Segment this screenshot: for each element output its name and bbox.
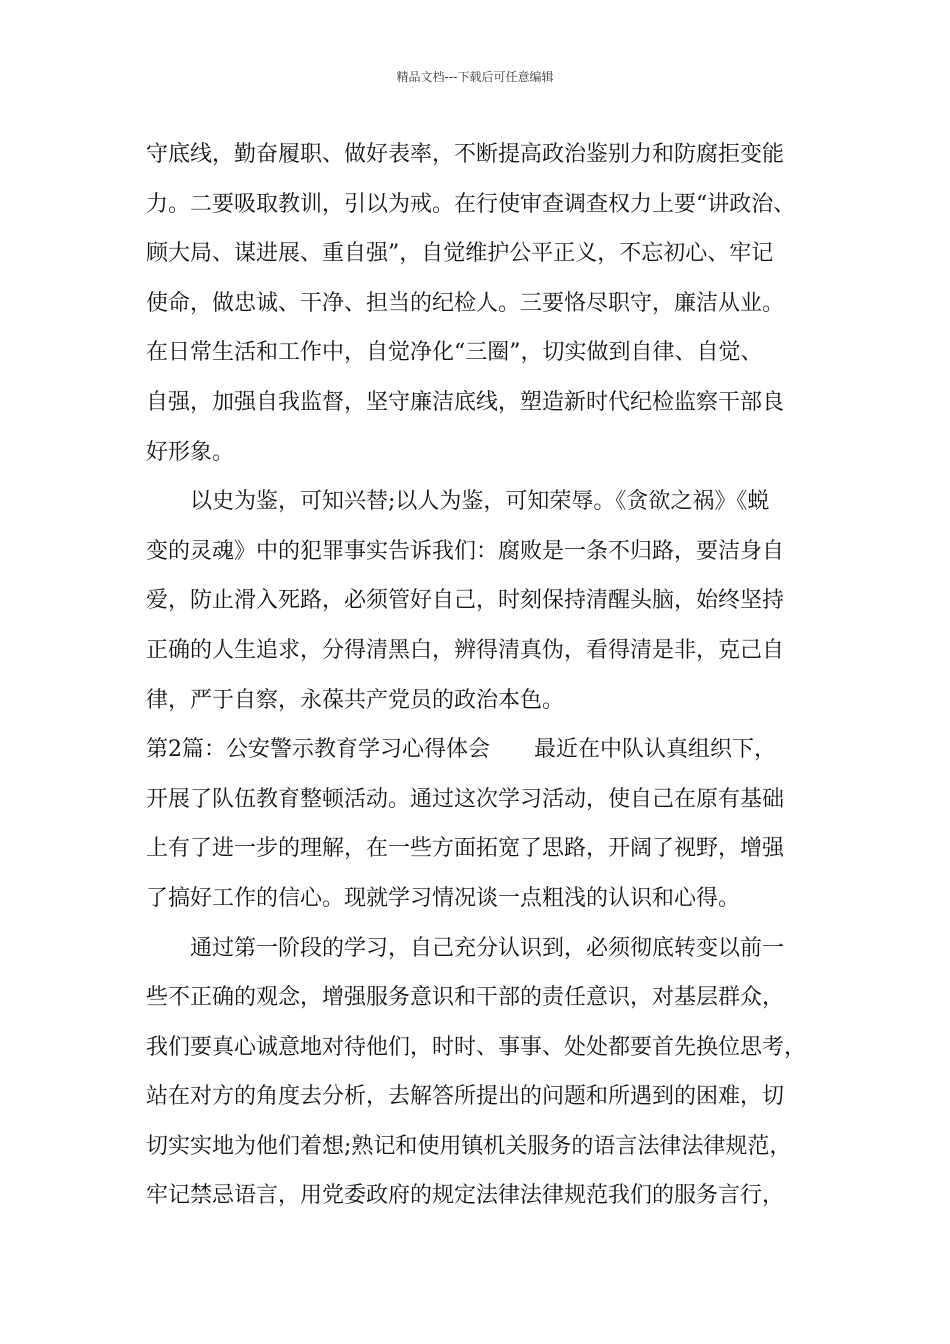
page-header: 精品文档---下载后可任意编辑 (396, 70, 554, 84)
text-line: 力。二要吸取教训，引以为戒。在行使审查调查权力上要“讲政治、 (146, 191, 796, 217)
text-line: 顾大局、谋进展、重自强”，自觉维护公平正义，不忘初心、牢记 (146, 241, 774, 267)
section-heading-continuation: 最近在中队认真组织下， (534, 737, 777, 763)
paragraph-first-line: 以史为鉴，可知兴替;以人为鉴，可知荣辱。《贪欲之祸》《蜕 (190, 489, 770, 515)
text-line: 自强，加强自我监督，坚守廉洁底线，塑造新时代纪检监察干部良 (146, 389, 785, 415)
text-line: 好形象。 (146, 439, 235, 465)
text-line: 了搞好工作的信心。现就学习情况谈一点粗浅的认识和心得。 (146, 885, 741, 911)
paragraph-first-line: 通过第一阶段的学习，自己充分认识到，必须彻底转变以前一 (190, 935, 785, 961)
text-line: 切实实地为他们着想;熟记和使用镇机关服务的语言法律法律规范， (146, 1133, 792, 1159)
text-line: 开展了队伍教育整顿活动。通过这次学习活动，使自己在原有基础 (146, 786, 785, 812)
text-line: 律，严于自察，永葆共产党员的政治本色。 (146, 687, 565, 713)
text-line: 正确的人生追求，分得清黑白，辨得清真伪，看得清是非，克己自 (146, 637, 785, 663)
text-line: 我们要真心诚意地对待他们，时时、事事、处处都要首先换位思考， (146, 1034, 807, 1060)
text-line: 站在对方的角度去分析，去解答所提出的问题和所遇到的困难，切 (146, 1084, 785, 1110)
section-heading-line (146, 725, 826, 775)
section-heading: 第2篇：公安警示教育学习心得体会 (146, 737, 490, 763)
text-line: 牢记禁忌语言，用党委政府的规定法律法律规范我们的服务言行， (146, 1183, 785, 1209)
document-body (146, 130, 826, 1221)
text-line: 上有了进一步的理解，在一些方面拓宽了思路，开阔了视野，增强 (146, 836, 785, 862)
text-line: 些不正确的观念，增强服务意识和干部的责任意识，对基层群众， (146, 985, 785, 1011)
text-line: 爱，防止滑入死路，必须管好自己，时刻保持清醒头脑，始终坚持 (146, 588, 785, 614)
text-line: 变的灵魂》中的犯罪事实告诉我们：腐败是一条不归路，要洁身自 (146, 538, 785, 564)
text-line: 守底线，勤奋履职、做好表率，不断提高政治鉴别力和防腐拒变能 (146, 142, 785, 167)
text-line: 使命，做忠诚、干净、担当的纪检人。三要恪尽职守，廉洁从业。 (146, 290, 785, 316)
text-line: 在日常生活和工作中，自觉净化“三圈”，切实做到自律、自觉、 (146, 340, 763, 366)
